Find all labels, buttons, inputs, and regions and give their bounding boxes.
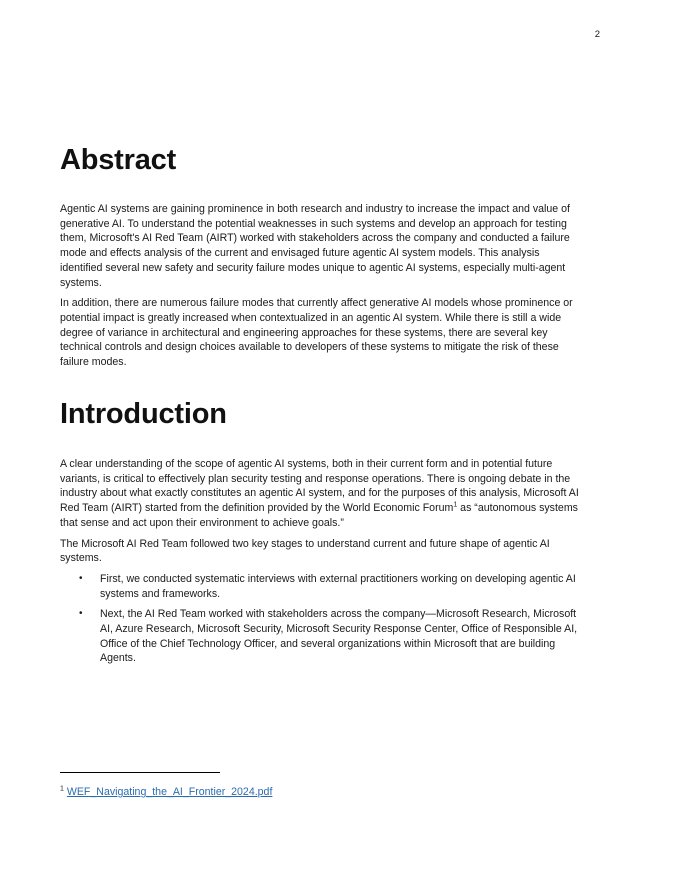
introduction-paragraph <box>60 457 580 531</box>
footnote <box>60 786 272 798</box>
list-item-text: First, we conducted systematic interviews with external practitioners working on developing agentic AI systems and frameworks. <box>100 572 576 600</box>
list-item-text: Next, the AI Red Team worked with stakeholders across the company—Microsoft Research, Microsoft AI, Azure Research, Microsoft Security, Microsoft Security Response Center, Office of Responsible AI, Office of the Chief Technology Officer, and several organizations within Microsoft that are building Agents. <box>100 608 578 665</box>
introduction-paragraph: The Microsoft AI Red Team followed two key stages to understand current and future shape of agentic AI systems. <box>60 537 550 565</box>
footnote-reference[interactable]: 1 <box>453 501 458 509</box>
introduction-text: as “autonomous systems that sense and act upon their environment to achieve goals.” <box>60 502 578 529</box>
abstract-paragraph: Agentic AI systems are gaining prominence in both research and industry to increase the impact and value of generative AI. To understand the potential weaknesses in such systems and develop an approach for testing them, Microsoft's AI Red Team (AIRT) worked with stakeholders across the company and conducted a failure mode and effects analysis of the current and envisaged future agentic AI system models. This analysis identified several new safety and security failure modes unique to agentic AI systems, especially multi-agent systems. <box>60 203 570 289</box>
introduction-text: A clear understanding of the scope of agentic AI systems, both in their current form and in potential future variants, is critical to effectively plan security testing and response operations. There is ongoing debate in the industry about what exactly constitutes an agentic AI system, and for the purposes of this analysis, Microsoft AI Red Team (AIRT) started from the definition provided by the World Economic Forum <box>60 458 579 515</box>
page-number: 2 <box>594 29 600 40</box>
footnote-link[interactable]: WEF_Navigating_the_AI_Frontier_2024.pdf <box>66 786 273 798</box>
introduction-heading: Introduction <box>60 398 227 430</box>
bullet-icon: • <box>79 608 83 620</box>
list-item <box>79 572 580 601</box>
stages-list <box>60 572 580 666</box>
footnote-marker: 1 <box>60 785 64 793</box>
abstract-paragraph: In addition, there are numerous failure modes that currently affect generative AI models whose prominence or potential impact is greatly increased when contextualized in an agentic AI system. While there is still a wide degree of variance in architectural and engineering approaches for these systems, there are several key technical controls and design choices available to developers of these systems to mitigate the risk of these failure modes. <box>60 297 573 369</box>
abstract-body <box>60 202 580 370</box>
bullet-icon: • <box>79 572 83 584</box>
footnote-separator <box>60 772 220 773</box>
list-item <box>79 607 580 666</box>
introduction-body <box>60 457 580 672</box>
abstract-heading: Abstract <box>60 144 177 176</box>
